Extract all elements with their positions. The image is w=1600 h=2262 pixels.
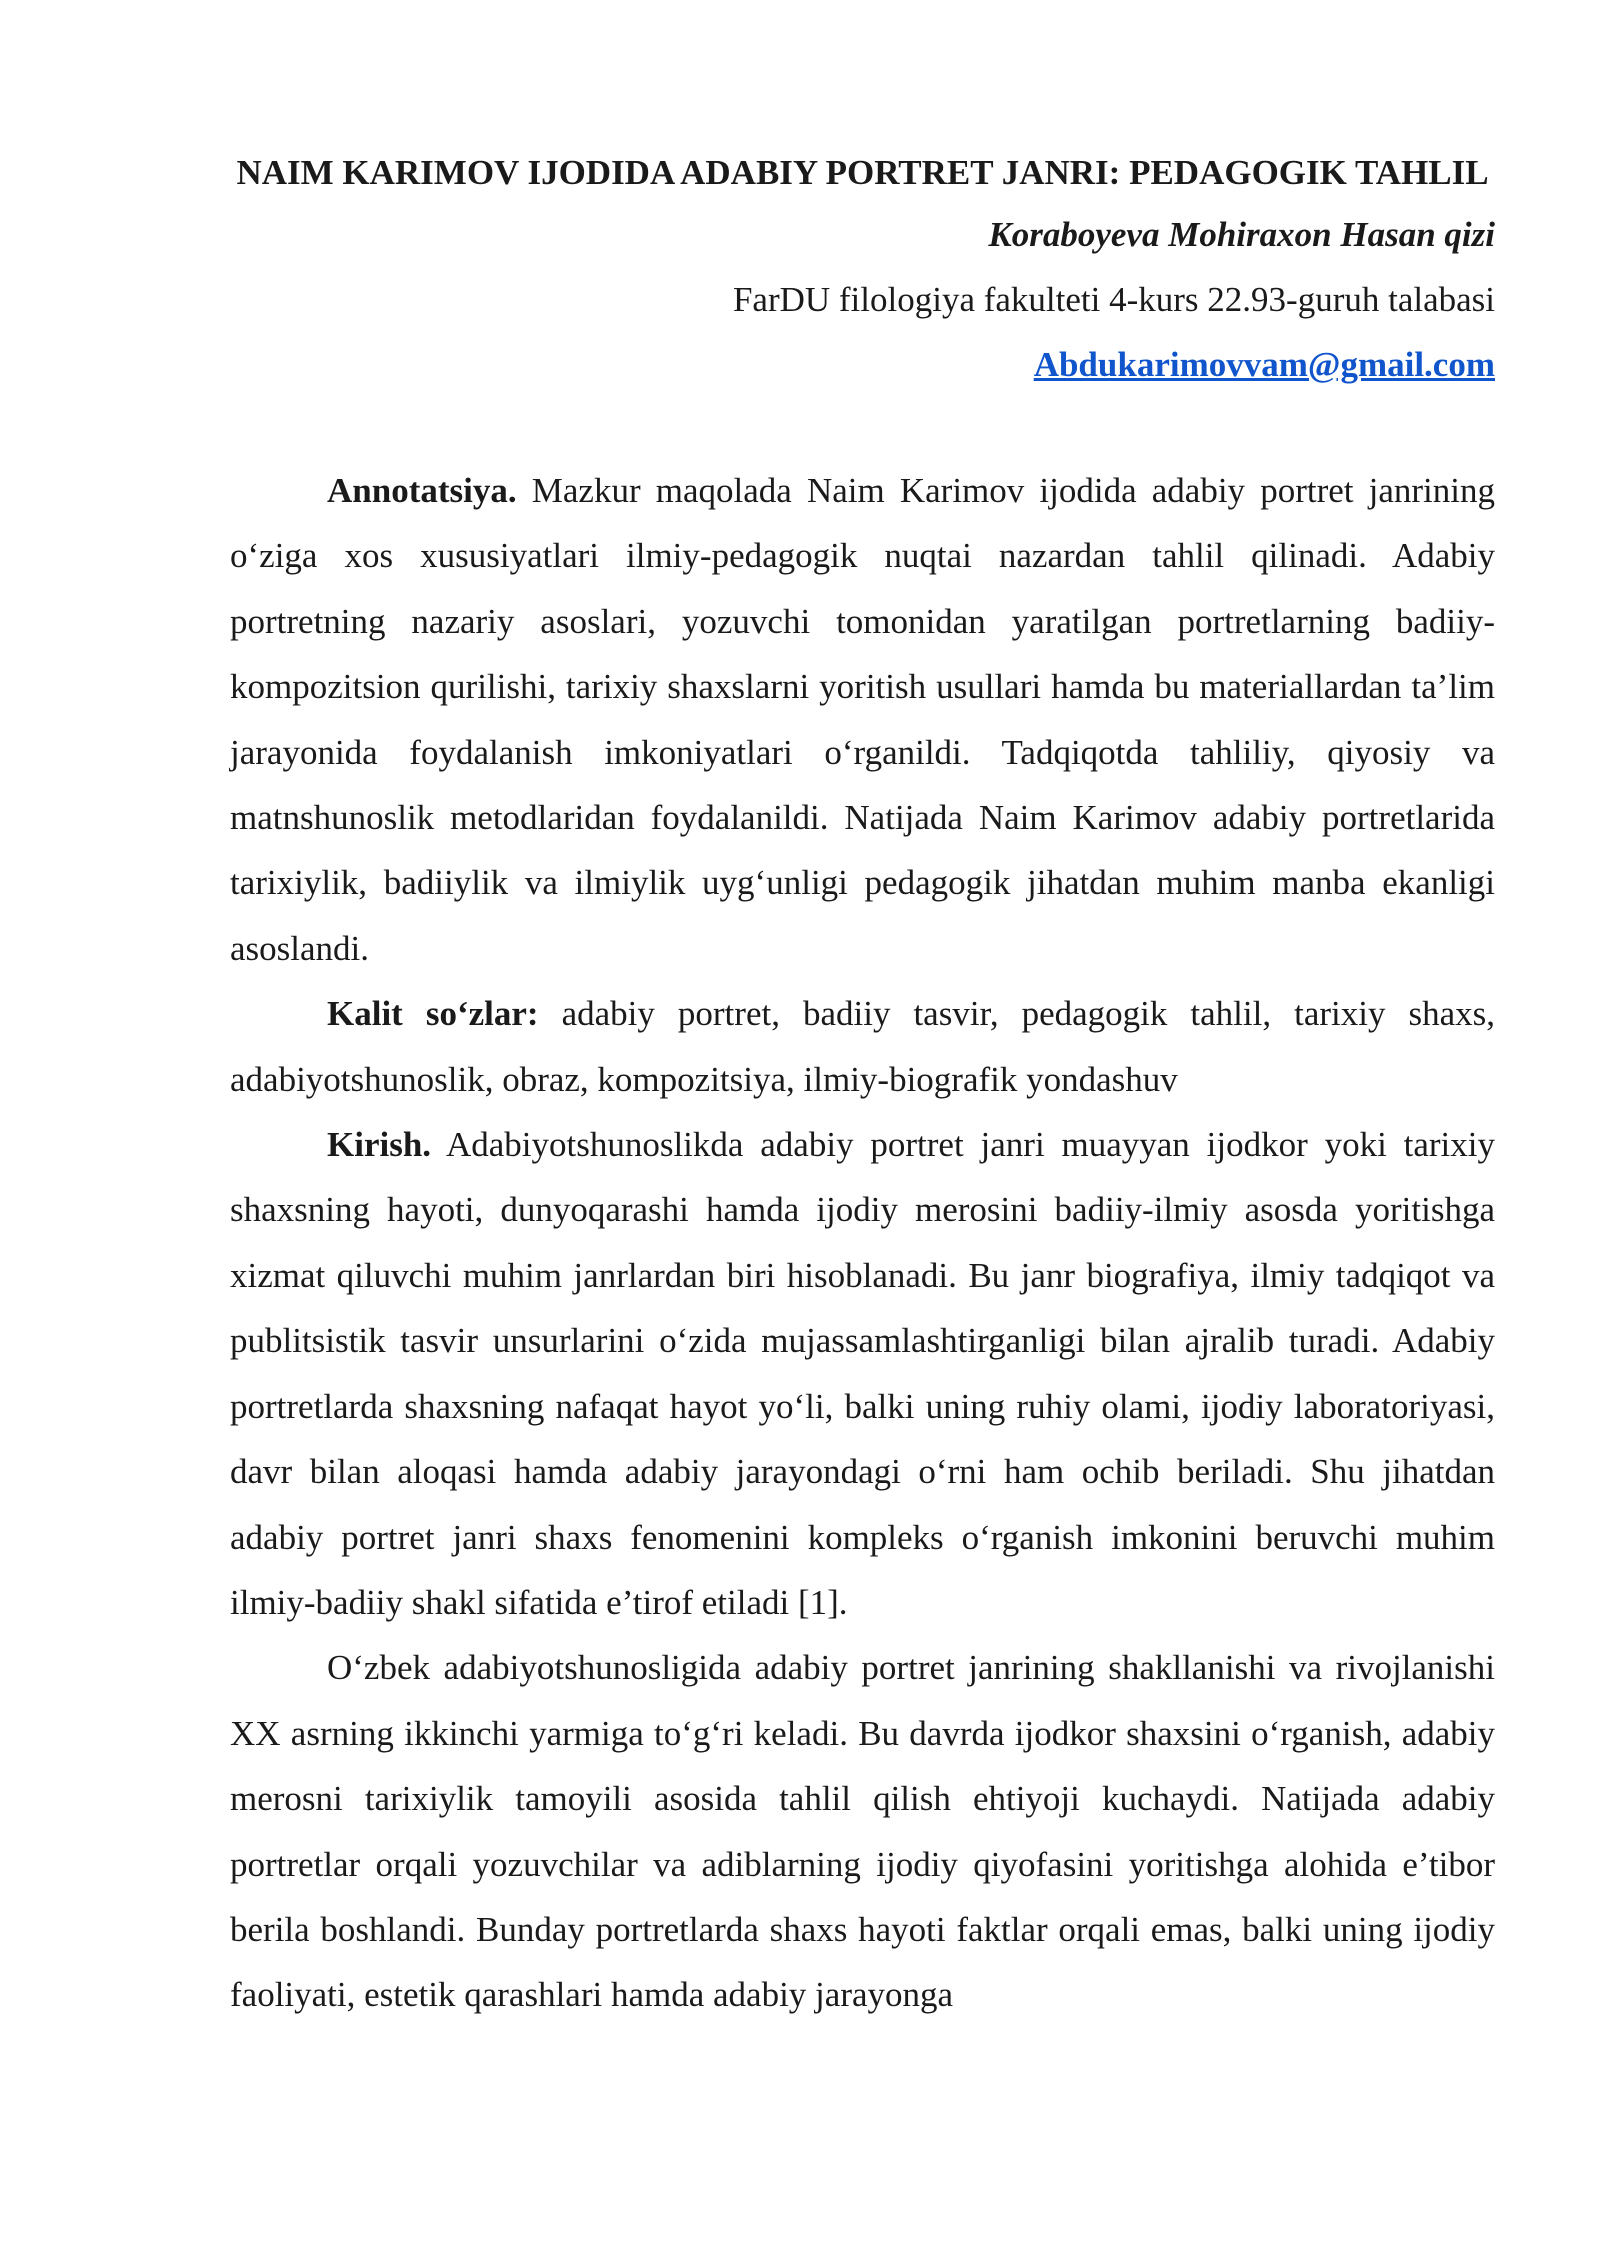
article-title: NAIM KARIMOV IJODIDA ADABIY PORTRET JANRI: PEDAGOGIK TAHLIL <box>236 153 1489 192</box>
abstract-paragraph <box>230 458 1495 981</box>
article-body <box>230 458 1495 2028</box>
email-line <box>230 332 1495 398</box>
paragraph-text: Adabiyotshunoslikda adabiy portret janri muayyan ijodkor yoki tarixiy shaxsning hayoti, dunyoqarashi hamda ijodiy merosini badiiy-ilmiy asosda yoritishga xizmat qiluvchi muhim janrlardan biri hisoblanadi. Bu janr biografiya, ilmiy tadqiqot va publitsistik tasvir unsurlarini o‘zida mujassamlashtirganligi bilan ajralib turadi. Adabiy portretlarda shaxsning nafaqat hayot yo‘li, balki uning ruhiy olami, ijodiy laboratoriyasi, davr bilan aloqasi hamda adabiy jarayondagi o‘rni ham ochib beriladi. Shu jihatdan adabiy portret janri shaxs fenomenini kompleks o‘rganish imkonini beruvchi muhim ilmiy-badiiy shakl sifatida e’tirof etiladi [1]. <box>230 1125 1495 1622</box>
paragraph-text: Mazkur maqolada Naim Karimov ijodida adabiy portret janrining o‘ziga xos xususiyatlari ilmiy-pedagogik nuqtai nazardan tahlil qilinadi. Adabiy portretning nazariy asoslari, yozuvchi tomonidan yaratilgan portretlarning badiiy-kompozitsion qurilishi, tarixiy shaxslarni yoritish usullari hamda bu materiallardan ta’lim jarayonida foydalanish imkoniyatlari o‘rganildi. Tadqiqotda tahliliy, qiyosiy va matnshunoslik metodlaridan foydalanildi. Natijada Naim Karimov adabiy portretlarida tarixiylik, badiiylik va ilmiylik uyg‘unligi pedagogik jihatdan muhim manba ekanligi asoslandi. <box>230 471 1495 968</box>
paragraph-lead: Kalit so‘zlar: <box>327 994 539 1034</box>
body-paragraph <box>230 1635 1495 2027</box>
author-email-link[interactable]: Abdukarimovvam@gmail.com <box>1033 345 1495 384</box>
author-name: Koraboyeva Mohiraxon Hasan qizi <box>988 215 1495 254</box>
paragraph-lead: Annotatsiya. <box>327 471 517 510</box>
paragraph-text: O‘zbek adabiyotshunosligida adabiy portret janrining shakllanishi va rivojlanishi XX asrning ikkinchi yarmiga to‘g‘ri keladi. Bu davrda ijodkor shaxsini o‘rganish, adabiy merosni tarixiylik tamoyili asosida tahlil qilish ehtiyoji kuchaydi. Natijada adabiy portretlar orqali yozuvchilar va adiblarning ijodiy qiyofasini yoritishga alohida e’tibor berila boshlandi. Bunday portretlarda shaxs hayoti faktlar orqali emas, balki uning ijodiy faoliyati, estetik qarashlari hamda adabiy jarayonga <box>230 1648 1495 2015</box>
document-page <box>230 142 1495 2028</box>
keywords-paragraph <box>230 981 1495 1112</box>
author-affiliation: FarDU filologiya fakulteti 4-kurs 22.93-guruh talabasi <box>732 280 1495 319</box>
paragraph-text: adabiy portret, badiiy tasvir, pedagogik tahlil, tarixiy shaxs, adabiyotshunoslik, obraz, kompozitsiya, ilmiy-biografik yondashuv <box>230 994 1495 1099</box>
paragraph-lead: Kirish. <box>327 1125 432 1165</box>
introduction-paragraph <box>230 1112 1495 1635</box>
